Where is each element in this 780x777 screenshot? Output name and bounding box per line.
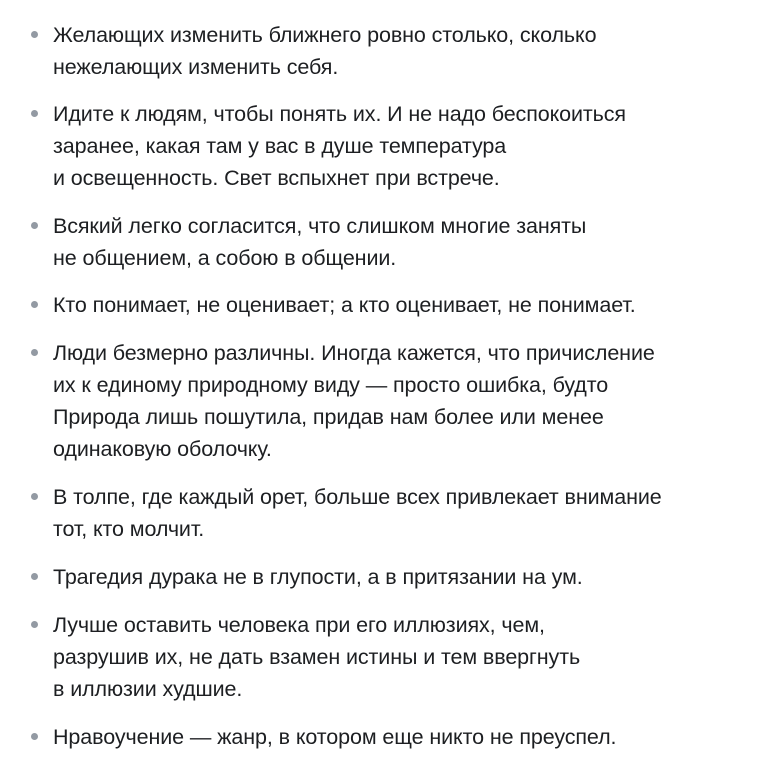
quote-text [53, 481, 662, 545]
text-line: Желающих изменить ближнего ровно столько, сколько [53, 23, 597, 47]
bullet-icon [31, 301, 38, 308]
bullet-icon [31, 493, 38, 500]
bullet-icon [31, 621, 38, 628]
quote-text [53, 609, 580, 705]
bullet-icon [31, 733, 38, 740]
quote-text [53, 98, 626, 194]
bullet-icon [31, 222, 38, 229]
quote-text [53, 337, 655, 465]
text-line: В толпе, где каждый орет, больше всех привлекает внимание [53, 485, 662, 509]
quote-text [53, 561, 583, 593]
text-line: Люди безмерно различны. Иногда кажется, что причисление [53, 341, 655, 365]
text-line: Лучше оставить человека при его иллюзиях, чем, [53, 613, 545, 637]
text-line: Природа лишь пошутила, придав нам более или менее [53, 405, 604, 429]
bullet-icon [31, 31, 38, 38]
text-line: Всякий легко согласится, что слишком многие заняты [53, 214, 587, 238]
text-line: Трагедия дурака не в глупости, а в притязании на ум. [53, 565, 583, 589]
bullet-icon [31, 110, 38, 117]
bullet-icon [31, 349, 38, 356]
text-line: в иллюзии худшие. [53, 677, 243, 701]
text-line: нежелающих изменить себя. [53, 55, 339, 79]
quote-text [53, 721, 616, 753]
text-line: Кто понимает, не оценивает; а кто оценивает, не понимает. [53, 293, 636, 317]
quote-text [53, 19, 596, 83]
text-line: и освещенность. Свет вспыхнет при встрече. [53, 166, 500, 190]
text-line: заранее, какая там у вас в душе температура [53, 134, 507, 158]
text-line: их к единому природному виду — просто ошибка, будто [53, 373, 609, 397]
text-line: не общением, а собою в общении. [53, 246, 397, 270]
quote-text [53, 289, 636, 321]
text-line: одинаковую оболочку. [53, 437, 272, 461]
text-line: тот, кто молчит. [53, 517, 205, 541]
bullet-icon [31, 573, 38, 580]
text-line: Идите к людям, чтобы понять их. И не надо беспокоиться [53, 102, 626, 126]
quote-text [53, 210, 586, 274]
text-line: разрушив их, не дать взамен истины и тем ввергнуть [53, 645, 581, 669]
text-line: Нравоучение — жанр, в котором еще никто не преуспел. [53, 725, 617, 749]
